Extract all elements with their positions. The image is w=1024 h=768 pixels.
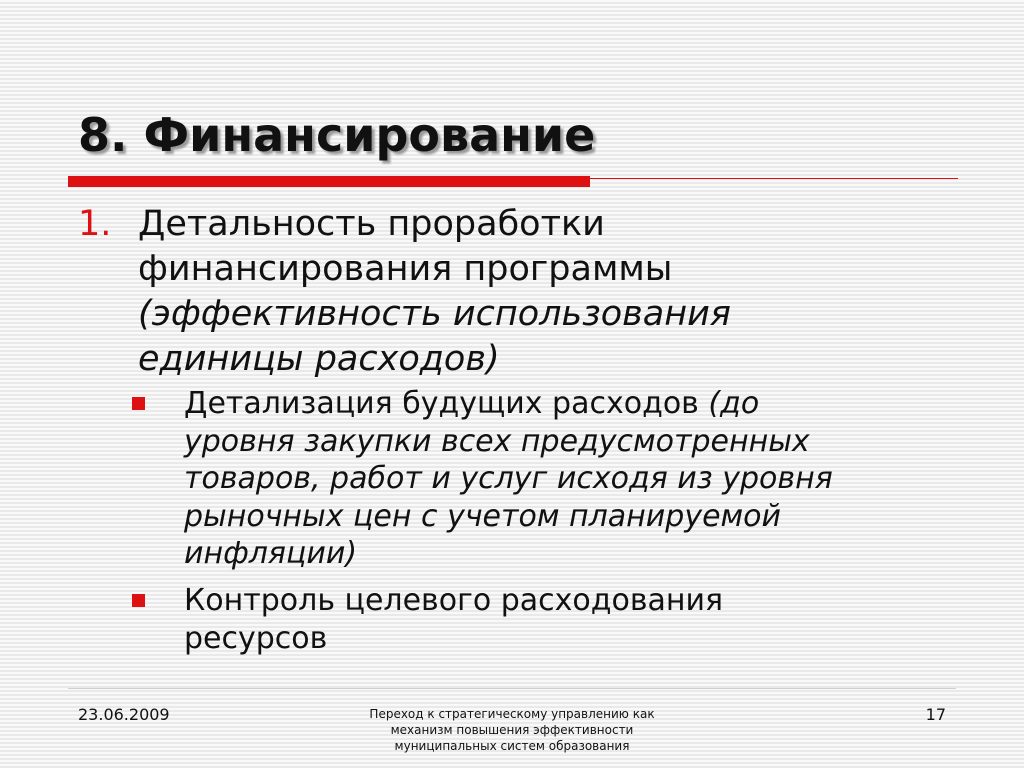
sub-bullet-italic: уровня закупки всех предусмотренных — [184, 423, 810, 459]
footer-date: 23.06.2009 — [78, 705, 170, 724]
footer-caption-line: Переход к стратегическому управлению как — [369, 707, 655, 721]
title-underline-thin — [590, 178, 958, 179]
item-line: Детальность проработки — [138, 204, 605, 244]
sub-bullet-lead: Детализация будущих расходов — [184, 386, 709, 421]
page-number: 17 — [925, 705, 946, 724]
red-square-icon — [132, 594, 145, 607]
sub-bullet-2 — [184, 582, 944, 657]
footer-caption — [332, 706, 692, 754]
item-line — [138, 292, 858, 337]
item-italic-text: (эффективность использования — [138, 294, 731, 334]
item-text — [138, 202, 858, 382]
item-number: 1. — [78, 204, 112, 244]
sub-bullet-italic: (до — [708, 386, 760, 421]
slide-title: 8. Финансирование — [78, 108, 596, 162]
footer-caption-line: муниципальных систем образования — [394, 739, 630, 753]
footer-caption-line: механизм повышения эффективности — [390, 723, 634, 737]
item-line — [138, 337, 858, 382]
sub-bullet-line — [184, 423, 944, 461]
sub-bullet-italic: рыночных цен с учетом планируемой — [184, 498, 782, 534]
sub-bullet-line — [184, 535, 944, 573]
sub-bullet-line: ресурсов — [184, 620, 328, 656]
sub-bullet-1 — [184, 385, 944, 573]
item-line: финансирования программы — [138, 249, 673, 289]
red-square-icon — [132, 397, 145, 410]
item-italic-text: единицы расходов) — [138, 339, 500, 379]
sub-bullet-line — [184, 498, 944, 536]
sub-bullet-line — [184, 385, 944, 423]
title-underline-thick — [68, 176, 590, 187]
footer-divider — [68, 688, 956, 689]
sub-bullet-line — [184, 460, 944, 498]
sub-bullet-italic: товаров, работ и услуг исходя из уровня — [184, 461, 833, 496]
sub-bullet-italic: инфляции) — [184, 536, 358, 571]
sub-bullet-line: Контроль целевого расходования — [184, 583, 724, 618]
